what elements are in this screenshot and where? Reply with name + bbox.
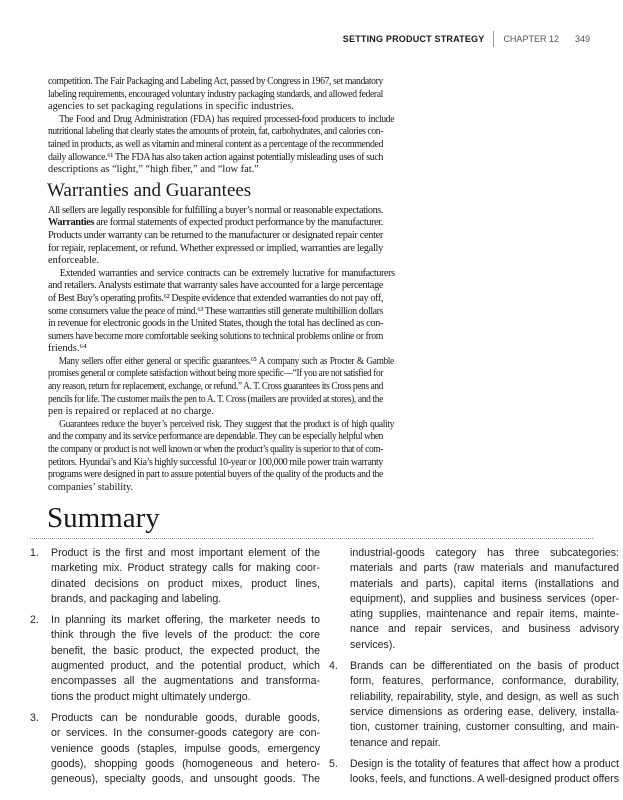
page-number: 349 bbox=[574, 34, 590, 44]
text-line: Brands can be differentiated on the basis of product bbox=[350, 660, 619, 673]
text-line: promises general or complete satisfaction without being more specific—“If you are not satisfied for bbox=[48, 368, 383, 380]
text-line: nance and repair services, and business advisory bbox=[350, 623, 619, 636]
text-line: industrial-goods category has three subcategories: bbox=[350, 547, 619, 559]
running-header-title: SETTING PRODUCT STRATEGY bbox=[342, 34, 485, 44]
text-line: looks, feels, and functions. A well-designed product offers bbox=[350, 773, 619, 786]
paragraph bbox=[48, 113, 395, 177]
summary-column-left bbox=[30, 546, 320, 793]
text-line: tenance and repair. bbox=[350, 736, 441, 749]
text-line: All sellers are legally responsible for fulfilling a buyer’s normal or reasonable expectations. bbox=[48, 204, 383, 216]
text-line: sumers have become more comfortable seeking solutions to technical problems online or from bbox=[48, 330, 383, 342]
text-line: geneous), specialty goods, and unsought goods. The bbox=[51, 773, 320, 786]
list-number: 3. bbox=[30, 711, 39, 724]
list-number: 1. bbox=[30, 547, 39, 559]
text-line: labeling requirements, encouraged voluntary industry packaging standards, and allowed federal bbox=[48, 88, 383, 100]
text-line: service dimensions as ordering ease, delivery, installa- bbox=[350, 705, 619, 718]
summary-list-item bbox=[329, 757, 619, 788]
text-line: competition. The Fair Packaging and Labeling Act, passed by Congress in 1967, set mandatory bbox=[48, 76, 383, 87]
text-line: services). bbox=[350, 638, 396, 651]
list-number: 5. bbox=[329, 757, 338, 770]
paragraph bbox=[48, 355, 394, 419]
section-heading-summary: Summary bbox=[47, 502, 160, 534]
chapter-label: CHAPTER 12 bbox=[503, 34, 559, 44]
text-line: Guarantees reduce the buyer’s perceived risk. They suggest that the product is of high quality bbox=[59, 418, 395, 430]
text-line: brands, and packaging and labeling. bbox=[51, 592, 222, 605]
text-line: Extended warranties and service contracts can be extremely lucrative for manufacturers bbox=[59, 267, 395, 279]
summary-list-item bbox=[30, 613, 320, 705]
paragraph bbox=[48, 418, 395, 495]
summary-column-right bbox=[329, 546, 619, 793]
text-line: for repair, replacement, or refund. Whether expressed or implied, warranties are legally bbox=[48, 242, 383, 254]
text-line: and the company and its service performance are dependable. They can be especially helpful when bbox=[48, 431, 383, 443]
text-line: form, features, performance, conformance, durability, bbox=[350, 675, 619, 688]
text-line: materials and parts (raw materials and manufactured bbox=[350, 562, 619, 575]
dotted-divider bbox=[30, 538, 593, 539]
text-line: goods), shopping goods (homogeneous and hetero- bbox=[51, 757, 320, 770]
list-number: 2. bbox=[30, 614, 39, 627]
list-number: 4. bbox=[329, 660, 338, 673]
text-line: ating supplies, maintenance and repair items, mainte- bbox=[350, 608, 619, 621]
text-line: petitors. Hyundai’s and Kia’s highly successful 10-year or 100,000 mile power train warranty bbox=[48, 456, 383, 468]
text-line: and retailers. Analysts estimate that warranty sales have accounted for a large percentage bbox=[48, 280, 383, 292]
text-line: tion, customer training, customer consulting, and main- bbox=[350, 721, 619, 734]
text-line: friends.⁶⁴ bbox=[48, 343, 87, 355]
text-line: of Best Buy’s operating profits.⁶² Despite evidence that extended warranties do not pay off, bbox=[48, 292, 383, 304]
text-line: Design is the totality of features that affect how a product bbox=[350, 757, 619, 770]
text-line: encompasses all the augmentations and transforma- bbox=[51, 675, 320, 688]
text-line: pen is repaired or replaced at no charge. bbox=[48, 406, 214, 418]
section-heading-warranties: Warranties and Guarantees bbox=[47, 179, 252, 201]
text-line: venience goods (staples, impulse goods, emergency bbox=[51, 742, 320, 755]
text-line: In planning its market offering, the marketer needs to bbox=[51, 614, 320, 627]
text-line: tained in products, as well as vitamin and mineral content as a percentage of the recommended bbox=[48, 138, 383, 150]
text-line: Products under warranty can be returned to the manufacturer or designated repair center bbox=[48, 229, 383, 241]
text-line: some consumers value the peace of mind.⁶³ These warranties still generate multibillion dollars bbox=[48, 305, 383, 317]
paragraph bbox=[48, 76, 383, 114]
text-line: dinated decisions on product mixes, product lines, bbox=[51, 577, 320, 590]
paragraph bbox=[48, 205, 383, 268]
body-text bbox=[47, 76, 395, 494]
text-line: think through the five levels of the product: the core bbox=[51, 629, 320, 642]
text-line: descriptions as “light,” “high fiber,” and “low fat.” bbox=[48, 164, 259, 176]
text-line: any reason, return for replacement, exchange, or refund.” A. T. Cross guarantees its Cross pens and bbox=[48, 381, 383, 393]
summary-list-item bbox=[329, 546, 619, 653]
text-line: augmented product, and the potential product, which bbox=[51, 660, 320, 673]
text-line: Products can be nondurable goods, durable goods, bbox=[51, 711, 320, 724]
summary-list-item bbox=[30, 546, 320, 607]
text-line: Warranties are formal statements of expected product performance by the manufacturer. bbox=[48, 217, 383, 229]
warranties-section bbox=[48, 204, 395, 495]
text-line: marketing mix. Product strategy calls for making coor- bbox=[51, 562, 320, 575]
text-line: companies’ stability. bbox=[48, 481, 134, 493]
text-line: pencils for life. The customer mails the pen to A. T. Cross (mailers are provided at stores), and the bbox=[48, 393, 383, 405]
text-line: agencies to set packaging regulations in specific industries. bbox=[48, 101, 294, 113]
text-line: reliability, repairability, style, and design, as well as such bbox=[350, 690, 619, 703]
paragraph bbox=[48, 267, 395, 356]
text-line: or services. In the consumer-goods category are con- bbox=[51, 727, 320, 740]
summary-list-item bbox=[329, 659, 619, 751]
text-line: materials and parts), capital items (installations and bbox=[350, 577, 619, 590]
text-line: The Food and Drug Administration (FDA) has required processed-food producers to include bbox=[59, 113, 395, 125]
text-line: nutritional labeling that clearly states the amounts of protein, fat, carbohydrates, and calories con- bbox=[48, 126, 383, 138]
intro-section bbox=[48, 76, 395, 177]
text-line: tions the product might ultimately undergo. bbox=[51, 690, 251, 703]
text-line: in revenue for electronic goods in the United States, though the total has declined as con- bbox=[48, 318, 383, 330]
text-line: the company or product is not well known or when the product’s quality is superior to that of com- bbox=[48, 444, 383, 456]
text-line: daily allowance.⁶¹ The FDA has also taken action against potentially misleading uses of such bbox=[48, 151, 383, 163]
text-line: enforceable. bbox=[48, 255, 100, 267]
running-header bbox=[343, 31, 590, 47]
text-line: benefit, the basic product, the expected product, the bbox=[51, 644, 320, 657]
text-line: Product is the first and most important element of the bbox=[51, 547, 320, 559]
text-line: equipment), and supplies and business services (oper- bbox=[350, 592, 619, 605]
text-line: programs were designed in part to assure potential buyers of the quality of the products and the bbox=[48, 469, 383, 481]
summary-list-item bbox=[30, 711, 320, 787]
header-divider bbox=[493, 31, 494, 47]
text-line: Many sellers offer either general or specific guarantees.⁶⁵ A company such as Procter & Gamble bbox=[58, 355, 394, 367]
